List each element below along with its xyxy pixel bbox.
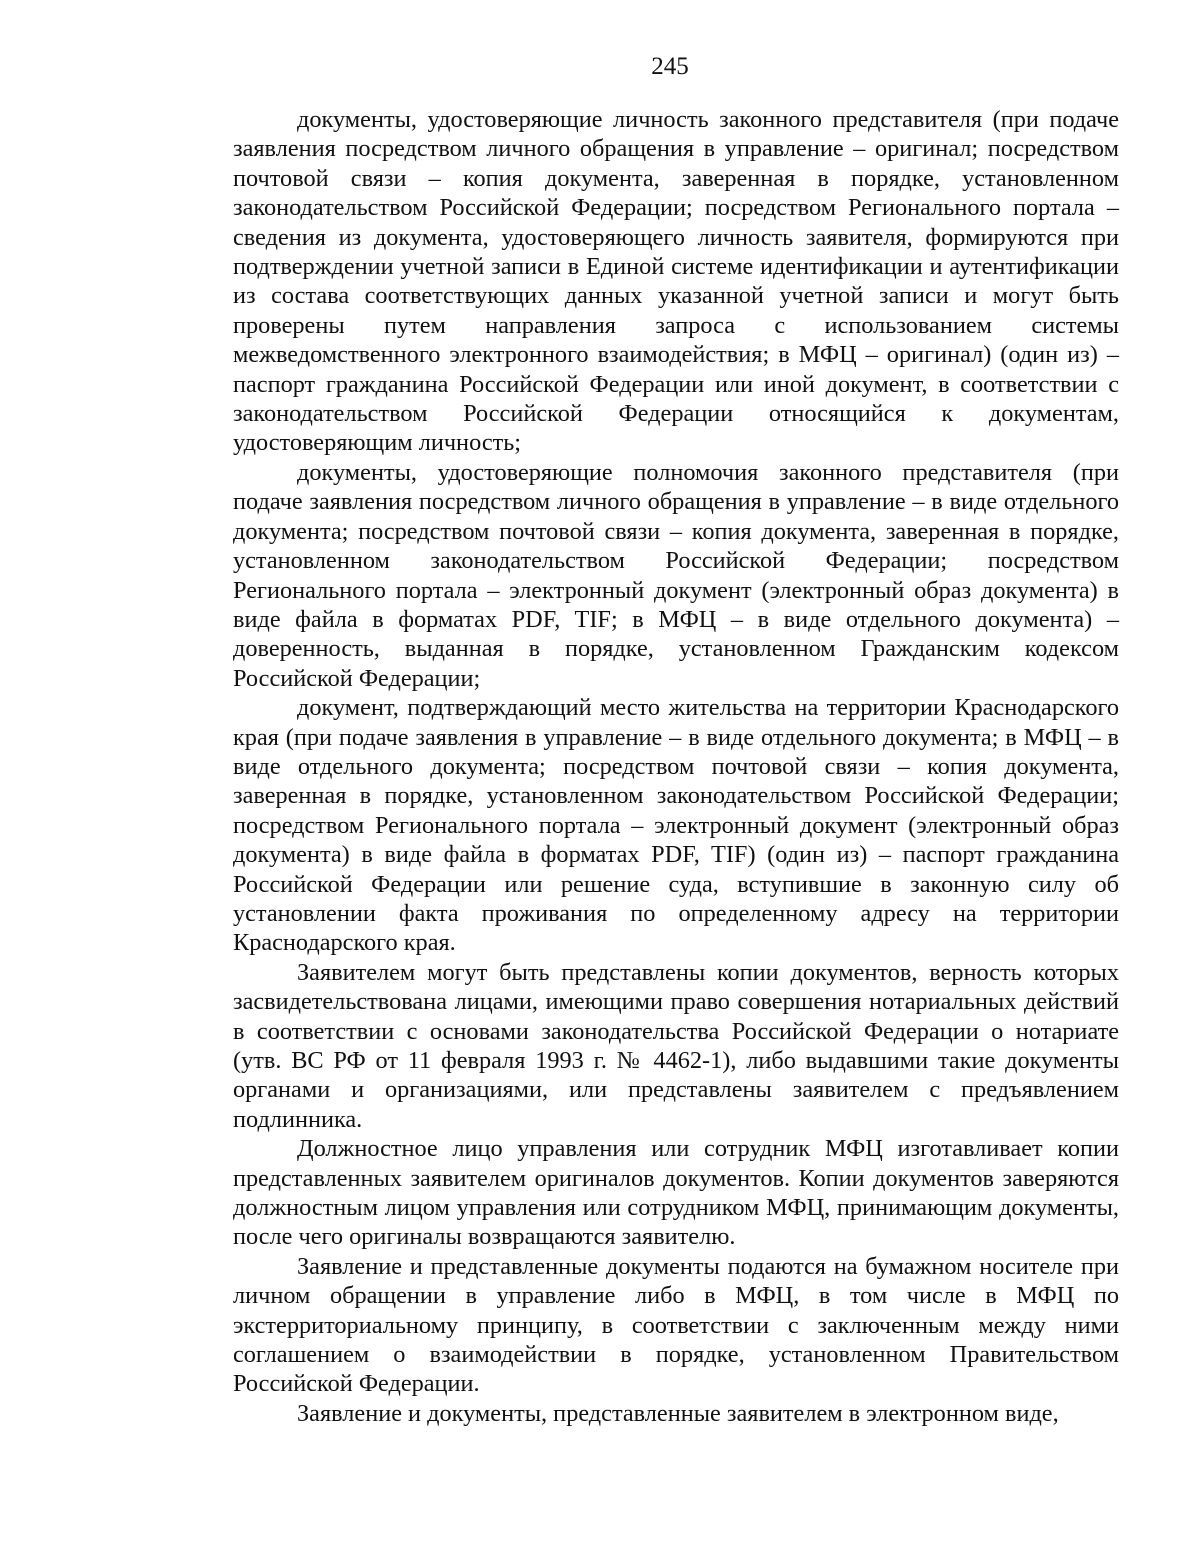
paragraph-legal-representative-identity: документы, удостоверяющие личность законного представителя (при подаче заявления посредством личного обращения в управление – оригинал; посредством почтовой связи – копия документа, заверенная в порядке, установленном законодательством Российской Федерации; посредством Регионального портала – сведения из документа, удостоверяющего личность заявителя, формируются при подтверждении учетной записи в Единой системе идентификации и аутентификации из состава соответствующих данных указанной учетной записи и могут быть проверены путем направления запроса с использованием системы межведомственного электронного взаимодействия; в МФЦ – оригинал) (один из) – паспорт гражданина Российской Федерации или иной документ, в соответствии с законодательством Российской Федерации относящийся к документам, удостоверяющим личность; (233, 106, 1119, 457)
paragraph-residence-document: документ, подтверждающий место жительства на территории Краснодарского края (при подаче заявления в управление – в виде отдельного документа; в МФЦ – в виде отдельного документа; посредством почтовой связи – копия документа, заверенная в порядке, установленном законодательством Российской Федерации; посредством Регионального портала – электронный документ (электронный образ документа) в виде файла в форматах PDF, TIF) (один из) – паспорт гражданина Российской Федерации или решение суда, вступившие в законную силу об установлении факта проживания по определенному адресу на территории Краснодарского края. (233, 694, 1119, 957)
paragraph-electronic-submission: Заявление и документы, представленные заявителем в электронном виде, (297, 1399, 1059, 1427)
page-number: 245 (651, 53, 689, 80)
paragraph-paper-submission: Заявление и представленные документы подаются на бумажном носителе при личном обращении в управление либо в МФЦ, в том числе в МФЦ по экстерриториальному принципу, в соответствии с заключенным между ними соглашением о взаимодействии в порядке, установленном Правительством Российской Федерации. (233, 1252, 1119, 1398)
paragraph-copy-certification: Должностное лицо управления или сотрудник МФЦ изготавливает копии представленных заявителем оригиналов документов. Копии документов заверяются должностным лицом управления или сотрудником МФЦ, принимающим документы, после чего оригиналы возвращаются заявителю. (233, 1135, 1119, 1251)
paragraph-document-copies: Заявителем могут быть представлены копии документов, верность которых засвидетельствована лицами, имеющими право совершения нотариальных действий в соответствии с основами законодательства Российской Федерации о нотариате (утв. ВС РФ от 11 февраля 1993 г. № 4462-1), либо выдавшими такие документы органами и организациями, или представлены заявителем с предъявлением подлинника. (233, 958, 1119, 1133)
document-body (233, 105, 1119, 1428)
paragraph-representative-authority: документы, удостоверяющие полномочия законного представителя (при подаче заявления посредством личного обращения в управление – в виде отдельного документа; посредством почтовой связи – копия документа, заверенная в порядке, установленном законодательством Российской Федерации; посредством Регионального портала – электронный документ (электронный образ документа) в виде файла в форматах PDF, TIF; в МФЦ – в виде отдельного документа) – доверенность, выданная в порядке, установленном Гражданским кодексом Российской Федерации; (233, 458, 1119, 692)
